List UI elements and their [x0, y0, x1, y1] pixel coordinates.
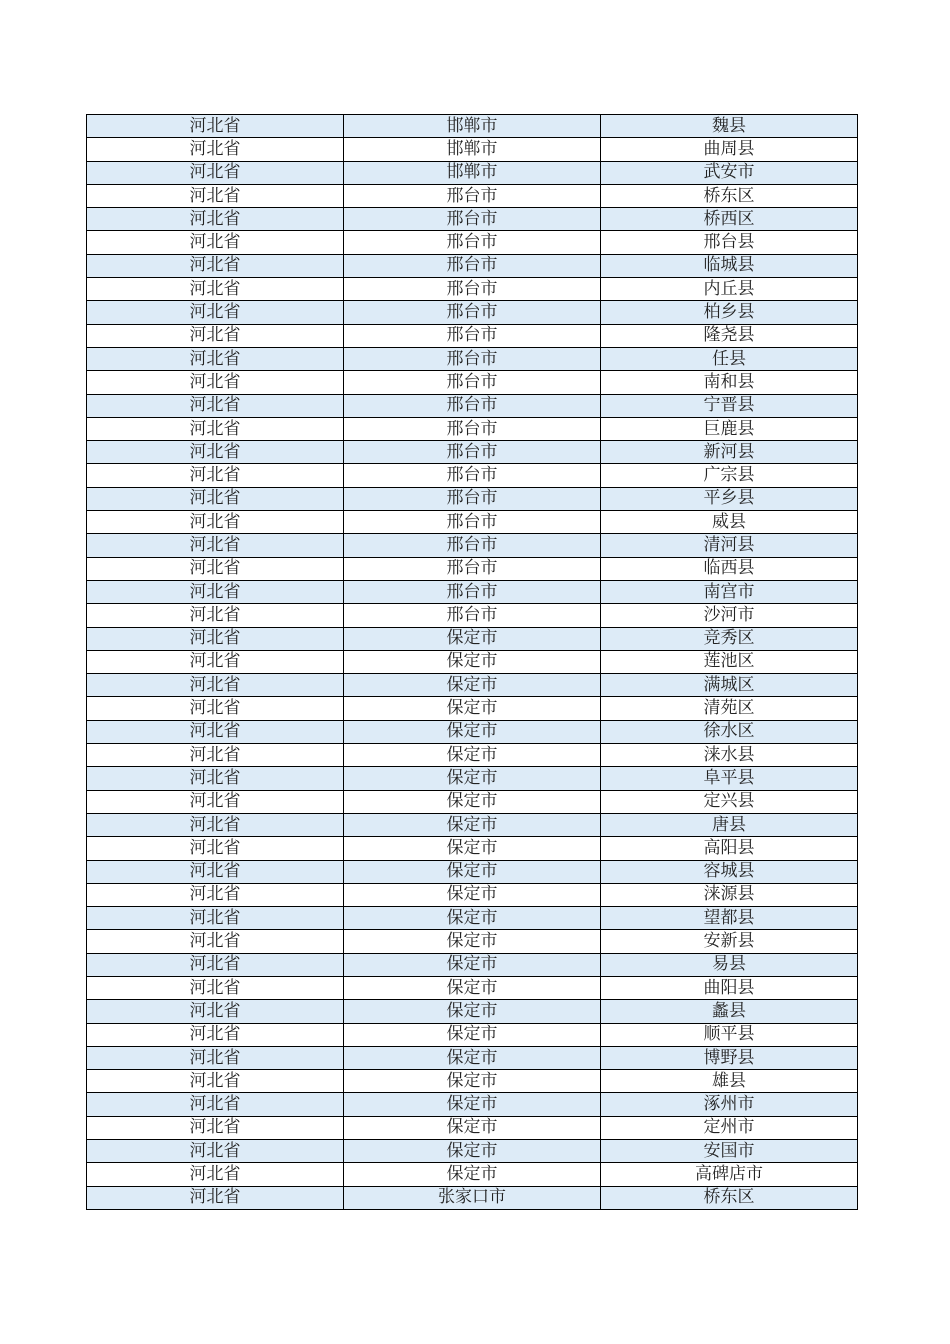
table-row [87, 860, 858, 883]
province-cell: 河北省 [87, 697, 344, 720]
province-cell: 河北省 [87, 837, 344, 860]
county-cell: 高阳县 [601, 837, 858, 860]
table-row [87, 650, 858, 673]
table-row [87, 1070, 858, 1093]
city-cell: 邢台市 [344, 324, 601, 347]
table-row [87, 1093, 858, 1116]
table-row [87, 511, 858, 534]
table-row [87, 627, 858, 650]
county-cell: 涿州市 [601, 1093, 858, 1116]
province-cell: 河北省 [87, 208, 344, 231]
province-cell: 河北省 [87, 161, 344, 184]
city-cell: 保定市 [344, 837, 601, 860]
province-cell: 河北省 [87, 976, 344, 999]
city-cell: 邢台市 [344, 278, 601, 301]
county-cell: 曲阳县 [601, 976, 858, 999]
county-cell: 任县 [601, 347, 858, 370]
province-cell: 河北省 [87, 720, 344, 743]
county-cell: 隆尧县 [601, 324, 858, 347]
county-cell: 临城县 [601, 254, 858, 277]
province-cell: 河北省 [87, 278, 344, 301]
city-cell: 邢台市 [344, 557, 601, 580]
province-cell: 河北省 [87, 534, 344, 557]
table-row [87, 138, 858, 161]
table-row [87, 790, 858, 813]
table-row [87, 674, 858, 697]
city-cell: 保定市 [344, 1093, 601, 1116]
county-cell: 南宫市 [601, 580, 858, 603]
county-cell: 定州市 [601, 1116, 858, 1139]
county-cell: 巨鹿县 [601, 417, 858, 440]
table-row [87, 604, 858, 627]
province-cell: 河北省 [87, 1046, 344, 1069]
table-row [87, 953, 858, 976]
table-row [87, 254, 858, 277]
province-cell: 河北省 [87, 790, 344, 813]
county-cell: 涞水县 [601, 744, 858, 767]
table-row [87, 1046, 858, 1069]
province-cell: 河北省 [87, 231, 344, 254]
region-table [86, 114, 858, 1210]
table-row [87, 278, 858, 301]
province-cell: 河北省 [87, 744, 344, 767]
city-cell: 保定市 [344, 1116, 601, 1139]
province-cell: 河北省 [87, 813, 344, 836]
county-cell: 高碑店市 [601, 1163, 858, 1186]
province-cell: 河北省 [87, 511, 344, 534]
province-cell: 河北省 [87, 184, 344, 207]
table-row [87, 1023, 858, 1046]
table-row [87, 394, 858, 417]
county-cell: 桥西区 [601, 208, 858, 231]
city-cell: 邢台市 [344, 254, 601, 277]
table-row [87, 115, 858, 138]
city-cell: 保定市 [344, 883, 601, 906]
county-cell: 雄县 [601, 1070, 858, 1093]
county-cell: 平乡县 [601, 487, 858, 510]
county-cell: 内丘县 [601, 278, 858, 301]
province-cell: 河北省 [87, 441, 344, 464]
province-cell: 河北省 [87, 115, 344, 138]
province-cell: 河北省 [87, 883, 344, 906]
region-table-body [87, 115, 858, 1210]
county-cell: 徐水区 [601, 720, 858, 743]
county-cell: 容城县 [601, 860, 858, 883]
table-row [87, 231, 858, 254]
city-cell: 保定市 [344, 930, 601, 953]
table-row [87, 1163, 858, 1186]
province-cell: 河北省 [87, 347, 344, 370]
city-cell: 邢台市 [344, 371, 601, 394]
city-cell: 邢台市 [344, 394, 601, 417]
city-cell: 邢台市 [344, 580, 601, 603]
city-cell: 邢台市 [344, 511, 601, 534]
county-cell: 唐县 [601, 813, 858, 836]
county-cell: 临西县 [601, 557, 858, 580]
city-cell: 张家口市 [344, 1186, 601, 1209]
city-cell: 邢台市 [344, 604, 601, 627]
city-cell: 保定市 [344, 1140, 601, 1163]
county-cell: 竞秀区 [601, 627, 858, 650]
province-cell: 河北省 [87, 417, 344, 440]
city-cell: 邢台市 [344, 184, 601, 207]
table-row [87, 161, 858, 184]
county-cell: 涞源县 [601, 883, 858, 906]
city-cell: 保定市 [344, 697, 601, 720]
province-cell: 河北省 [87, 394, 344, 417]
city-cell: 邢台市 [344, 487, 601, 510]
city-cell: 邢台市 [344, 417, 601, 440]
province-cell: 河北省 [87, 1000, 344, 1023]
province-cell: 河北省 [87, 860, 344, 883]
province-cell: 河北省 [87, 627, 344, 650]
county-cell: 广宗县 [601, 464, 858, 487]
county-cell: 清河县 [601, 534, 858, 557]
province-cell: 河北省 [87, 767, 344, 790]
table-row [87, 534, 858, 557]
province-cell: 河北省 [87, 674, 344, 697]
county-cell: 莲池区 [601, 650, 858, 673]
city-cell: 保定市 [344, 790, 601, 813]
city-cell: 保定市 [344, 907, 601, 930]
county-cell: 望都县 [601, 907, 858, 930]
city-cell: 保定市 [344, 1046, 601, 1069]
table-row [87, 1000, 858, 1023]
county-cell: 博野县 [601, 1046, 858, 1069]
county-cell: 易县 [601, 953, 858, 976]
county-cell: 安新县 [601, 930, 858, 953]
province-cell: 河北省 [87, 1163, 344, 1186]
table-row [87, 1186, 858, 1209]
province-cell: 河北省 [87, 371, 344, 394]
table-row [87, 697, 858, 720]
county-cell: 桥东区 [601, 1186, 858, 1209]
county-cell: 顺平县 [601, 1023, 858, 1046]
city-cell: 邢台市 [344, 208, 601, 231]
table-row [87, 324, 858, 347]
table-row [87, 371, 858, 394]
city-cell: 邯郸市 [344, 115, 601, 138]
city-cell: 邢台市 [344, 301, 601, 324]
county-cell: 邢台县 [601, 231, 858, 254]
county-cell: 新河县 [601, 441, 858, 464]
city-cell: 邢台市 [344, 231, 601, 254]
table-row [87, 744, 858, 767]
table-row [87, 301, 858, 324]
city-cell: 邯郸市 [344, 161, 601, 184]
county-cell: 宁晋县 [601, 394, 858, 417]
province-cell: 河北省 [87, 1140, 344, 1163]
city-cell: 邯郸市 [344, 138, 601, 161]
province-cell: 河北省 [87, 557, 344, 580]
province-cell: 河北省 [87, 1093, 344, 1116]
city-cell: 保定市 [344, 1023, 601, 1046]
table-row [87, 417, 858, 440]
county-cell: 定兴县 [601, 790, 858, 813]
county-cell: 柏乡县 [601, 301, 858, 324]
county-cell: 桥东区 [601, 184, 858, 207]
table-row [87, 557, 858, 580]
city-cell: 保定市 [344, 674, 601, 697]
province-cell: 河北省 [87, 580, 344, 603]
county-cell: 南和县 [601, 371, 858, 394]
province-cell: 河北省 [87, 650, 344, 673]
city-cell: 保定市 [344, 813, 601, 836]
county-cell: 曲周县 [601, 138, 858, 161]
city-cell: 保定市 [344, 953, 601, 976]
table-row [87, 883, 858, 906]
county-cell: 沙河市 [601, 604, 858, 627]
table-row [87, 347, 858, 370]
city-cell: 保定市 [344, 650, 601, 673]
province-cell: 河北省 [87, 301, 344, 324]
table-row [87, 1116, 858, 1139]
province-cell: 河北省 [87, 324, 344, 347]
table-row [87, 767, 858, 790]
city-cell: 保定市 [344, 627, 601, 650]
city-cell: 保定市 [344, 720, 601, 743]
county-cell: 清苑区 [601, 697, 858, 720]
province-cell: 河北省 [87, 1116, 344, 1139]
table-row [87, 930, 858, 953]
table-row [87, 208, 858, 231]
table-row [87, 464, 858, 487]
table-row [87, 487, 858, 510]
city-cell: 保定市 [344, 976, 601, 999]
province-cell: 河北省 [87, 487, 344, 510]
city-cell: 保定市 [344, 1163, 601, 1186]
province-cell: 河北省 [87, 930, 344, 953]
province-cell: 河北省 [87, 138, 344, 161]
county-cell: 魏县 [601, 115, 858, 138]
table-row [87, 976, 858, 999]
province-cell: 河北省 [87, 254, 344, 277]
city-cell: 保定市 [344, 860, 601, 883]
city-cell: 邢台市 [344, 441, 601, 464]
table-row [87, 813, 858, 836]
county-cell: 满城区 [601, 674, 858, 697]
table-row [87, 580, 858, 603]
table-row [87, 720, 858, 743]
table-row [87, 1140, 858, 1163]
city-cell: 邢台市 [344, 534, 601, 557]
province-cell: 河北省 [87, 464, 344, 487]
province-cell: 河北省 [87, 907, 344, 930]
table-row [87, 907, 858, 930]
city-cell: 邢台市 [344, 464, 601, 487]
county-cell: 安国市 [601, 1140, 858, 1163]
province-cell: 河北省 [87, 1023, 344, 1046]
county-cell: 蠡县 [601, 1000, 858, 1023]
table-row [87, 837, 858, 860]
province-cell: 河北省 [87, 1070, 344, 1093]
province-cell: 河北省 [87, 953, 344, 976]
province-cell: 河北省 [87, 604, 344, 627]
city-cell: 保定市 [344, 744, 601, 767]
table-row [87, 184, 858, 207]
table-row [87, 441, 858, 464]
city-cell: 保定市 [344, 767, 601, 790]
city-cell: 保定市 [344, 1070, 601, 1093]
county-cell: 威县 [601, 511, 858, 534]
city-cell: 邢台市 [344, 347, 601, 370]
county-cell: 阜平县 [601, 767, 858, 790]
city-cell: 保定市 [344, 1000, 601, 1023]
county-cell: 武安市 [601, 161, 858, 184]
province-cell: 河北省 [87, 1186, 344, 1209]
